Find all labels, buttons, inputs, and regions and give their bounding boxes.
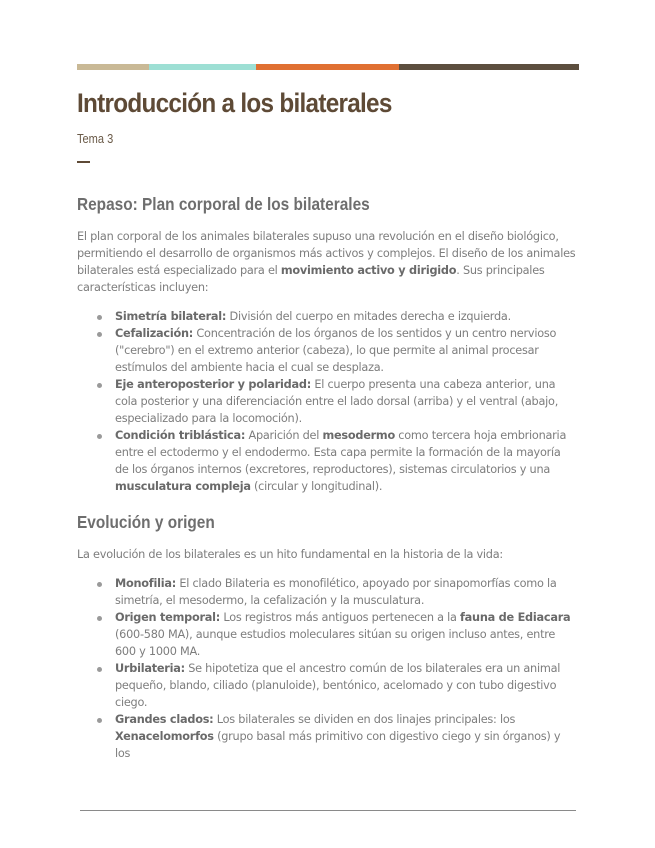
list-item-bold: Xenacelomorfos: [115, 730, 214, 743]
title-divider-dash: [77, 161, 90, 163]
section-heading-evolucion: Evolución y origen: [77, 512, 215, 532]
repaso-feature-list: [77, 308, 579, 495]
list-item-text: División del cuerpo en mitades derecha e izquierda.: [226, 310, 511, 323]
list-item-term: Urbilateria:: [115, 662, 185, 675]
list-item-simetria: [115, 308, 579, 325]
list-item-bold: fauna de Ediacara: [459, 611, 571, 624]
list-item-term: Condición triblástica:: [115, 429, 246, 442]
list-item-text: Los bilaterales se dividen en dos linajes principales: los: [213, 713, 516, 726]
list-item-text: (600-580 MA), aunque estudios moleculares sitúan su origen incluso antes, entre 600 y 1000 MA.: [115, 628, 556, 658]
list-item-triblastica: [115, 427, 579, 495]
list-item-monofilia: [115, 575, 579, 609]
list-item-term: Eje anteroposterior y polaridad:: [115, 378, 311, 391]
list-item-term: Simetría bilateral:: [115, 310, 227, 323]
list-item-text: Se hipotetiza que el ancestro común de los bilaterales era un animal pequeño, blando, ciliado (planuloide), bentónico, acelomado y con tubo digestivo ciego.: [115, 662, 561, 709]
list-item-term: Cefalización:: [115, 327, 194, 340]
list-item-grandes-clados: [115, 711, 579, 762]
color-bar-segment-sand: [77, 64, 149, 70]
evolucion-intro-paragraph: La evolución de los bilaterales es un hito fundamental en la historia de la vida:: [77, 548, 503, 561]
list-item-text: El clado Bilateria es monofilético, apoyado por sinapomorfías como la simetría, el mesodermo, la cefalización y la musculatura.: [115, 577, 557, 607]
document-page: [77, 64, 579, 762]
list-item-text: (circular y longitudinal).: [250, 480, 383, 493]
repaso-intro-bold: movimiento activo y dirigido: [280, 264, 457, 277]
list-item-term: Origen temporal:: [115, 611, 221, 624]
list-item-bold: musculatura compleja: [115, 480, 251, 493]
list-item-origen: [115, 609, 579, 660]
repaso-intro-paragraph: [77, 228, 579, 296]
evolucion-feature-list: [77, 575, 579, 762]
footer-divider: [80, 810, 576, 811]
document-title: Introducción a los bilaterales: [77, 88, 392, 118]
list-item-cefalizacion: [115, 325, 579, 376]
list-item-eje: [115, 376, 579, 427]
list-item-text: Aparición del: [245, 429, 323, 442]
list-item-bold: mesodermo: [322, 429, 395, 442]
section-heading-repaso: Repaso: Plan corporal de los bilaterales: [77, 194, 370, 214]
list-item-urbilateria: [115, 660, 579, 711]
repaso-intro-text-2: . Sus principales características incluyen:: [77, 264, 545, 294]
list-item-text: Los registros más antiguos pertenecen a la: [220, 611, 460, 624]
color-bar-segment-orange: [256, 64, 399, 70]
document-subtitle: Tema 3: [77, 131, 114, 146]
list-item-term: Grandes clados:: [115, 713, 214, 726]
list-item-text: El cuerpo presenta una cabeza anterior, una cola posterior y una diferenciación entre el lado dorsal (arriba) y el ventral (abajo, especializado para la locomoción).: [115, 378, 559, 425]
repaso-intro-text-1: El plan corporal de los animales bilaterales supuso una revolución en el diseño biológico, permitiendo el desarrollo de organismos más activos y complejos. El diseño de los animales bilaterales está especializado para el: [77, 230, 576, 277]
list-item-term: Monofilia:: [115, 577, 176, 590]
list-item-text: como tercera hoja embrionaria entre el ectodermo y el endodermo. Esta capa permite la formación de la mayoría de los órganos internos (excretores, reproductores), sistemas circulatorios y una: [115, 429, 567, 476]
color-bar-segment-brown: [399, 64, 579, 70]
header-color-bar: [77, 64, 579, 70]
color-bar-segment-mint: [149, 64, 256, 70]
list-item-text: Concentración de los órganos de los sentidos y un centro nervioso ("cerebro") en el extremo anterior (cabeza), lo que permite al animal procesar estímulos del ambiente hacia el cual se desplaza.: [115, 327, 557, 374]
list-item-text: (grupo basal más primitivo con digestivo ciego y sin órganos) y los: [115, 730, 561, 760]
